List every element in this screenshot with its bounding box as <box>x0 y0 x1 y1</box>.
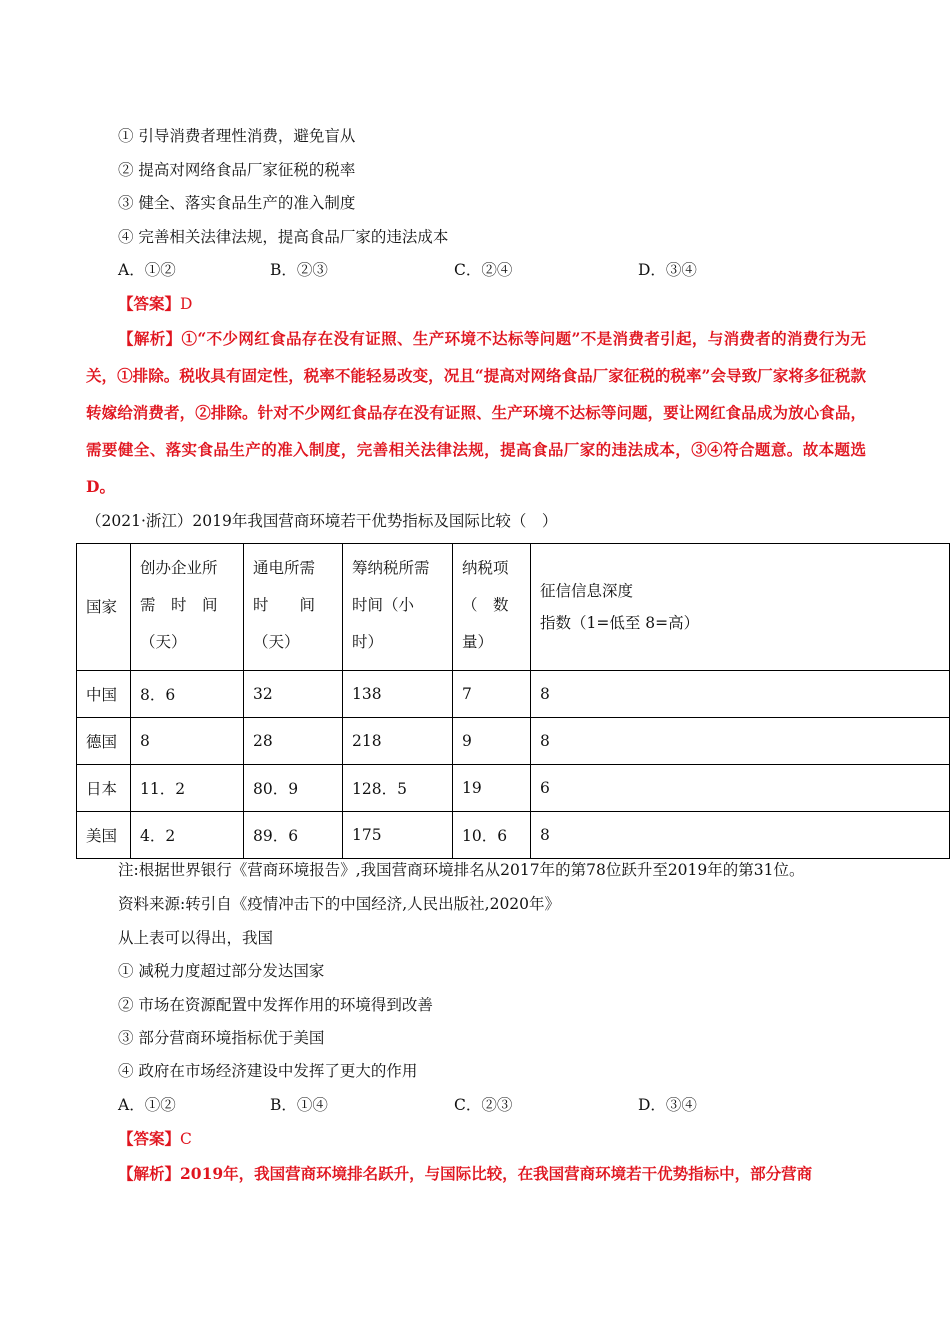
cell: 8 <box>531 812 950 859</box>
cell: 32 <box>244 671 343 718</box>
cell: 28 <box>244 718 343 765</box>
header-startup-time: 创办企业所 需 时 间 （天） <box>131 544 244 671</box>
table-header-row <box>77 544 950 671</box>
cell-country: 中国 <box>77 671 131 718</box>
q2-item-1: ① 减税力度超过部分发达国家 <box>118 962 325 980</box>
header-electricity-time: 通电所需 时 间 （天） <box>244 544 343 671</box>
q1-item-2: ② 提高对网络食品厂家征税的税率 <box>118 161 356 179</box>
cell: 8 <box>531 671 950 718</box>
cell: 128．5 <box>343 765 453 812</box>
q1-item-4: ④ 完善相关法律法规，提高食品厂家的违法成本 <box>118 228 449 246</box>
q2-answer-tag: 【答案】 <box>118 1129 181 1148</box>
q2-source: 资料来源:转引自《疫情冲击下的中国经济,人民出版社,2020年》 <box>118 895 561 913</box>
q2-option-a: A．①② <box>118 1096 176 1114</box>
table-row <box>77 718 950 765</box>
cell: 11．2 <box>131 765 244 812</box>
q1-answer-value: D <box>180 295 193 313</box>
cell: 9 <box>453 718 531 765</box>
q2-answer <box>118 1129 192 1149</box>
q1-option-a: A．①② <box>118 261 176 279</box>
q2-stem: 从上表可以得出，我国 <box>118 929 274 947</box>
q1-item-3: ③ 健全、落实食品生产的准入制度 <box>118 194 356 212</box>
q2-option-b: B．①④ <box>270 1096 328 1114</box>
header-tax-time: 筹纳税所需 时间（小 时） <box>343 544 453 671</box>
cell: 10．6 <box>453 812 531 859</box>
q2-title: （2021·浙江）2019年我国营商环境若干优势指标及国际比较（ ） <box>86 512 558 530</box>
cell-country: 美国 <box>77 812 131 859</box>
cell: 7 <box>453 671 531 718</box>
q2-item-2: ② 市场在资源配置中发挥作用的环境得到改善 <box>118 996 433 1014</box>
cell: 175 <box>343 812 453 859</box>
q1-analysis-tag: 【解析】 <box>118 329 182 348</box>
indicator-table <box>76 543 950 859</box>
table-row <box>77 812 950 859</box>
q2-analysis-tag: 【解析】 <box>118 1164 181 1183</box>
table-row <box>77 671 950 718</box>
q2-option-d: D．③④ <box>638 1096 697 1114</box>
cell-country: 日本 <box>77 765 131 812</box>
cell: 80．9 <box>244 765 343 812</box>
q2-note: 注:根据世界银行《营商环境报告》,我国营商环境排名从2017年的第78位跃升至2019年的第31位。 <box>118 861 805 879</box>
q1-option-c: C．②④ <box>454 261 513 279</box>
cell: 138 <box>343 671 453 718</box>
q2-item-3: ③ 部分营商环境指标优于美国 <box>118 1029 325 1047</box>
cell: 8．6 <box>131 671 244 718</box>
q1-option-b: B．②③ <box>270 261 328 279</box>
q1-analysis-text: ①“不少网红食品存在没有证照、生产环境不达标等问题”不是消费者引起，与消费者的消费行为无关，①排除。税收具有固定性，税率不能轻易改变，况且“提高对网络食品厂家征税的税率”会导致厂家将多征税款转嫁给消费者，②排除。针对不少网红食品存在没有证照、生产环境不达标等问题，要让网红食品成为放心食品，需要健全、落实食品生产的准入制度，完善相关法律法规，提高食品厂家的违法成本，③④符合题意。故本题选D。 <box>86 329 866 496</box>
q2-answer-value: C <box>180 1130 192 1148</box>
cell: 218 <box>343 718 453 765</box>
q1-item-1: ① 引导消费者理性消费，避免盲从 <box>118 127 356 145</box>
q2-analysis-text: 2019年，我国营商环境排名跃升，与国际比较，在我国营商环境若干优势指标中，部分营商 <box>180 1164 813 1183</box>
table-row <box>77 765 950 812</box>
q2-item-4: ④ 政府在市场经济建设中发挥了更大的作用 <box>118 1062 418 1080</box>
header-tax-count: 纳税项 （ 数 量） <box>453 544 531 671</box>
cell: 8 <box>531 718 950 765</box>
q2-option-c: C．②③ <box>454 1096 513 1114</box>
header-credit-index: 征信信息深度 指数（1=低至 8=高） <box>531 544 950 671</box>
cell: 8 <box>131 718 244 765</box>
q1-option-d: D．③④ <box>638 261 697 279</box>
q1-answer-tag: 【答案】 <box>118 294 181 313</box>
q1-analysis <box>86 320 866 505</box>
q2-analysis <box>86 1155 866 1192</box>
header-country: 国家 <box>77 544 131 671</box>
cell: 4．2 <box>131 812 244 859</box>
cell: 19 <box>453 765 531 812</box>
cell: 89．6 <box>244 812 343 859</box>
q1-answer <box>118 294 192 314</box>
cell: 6 <box>531 765 950 812</box>
cell-country: 德国 <box>77 718 131 765</box>
